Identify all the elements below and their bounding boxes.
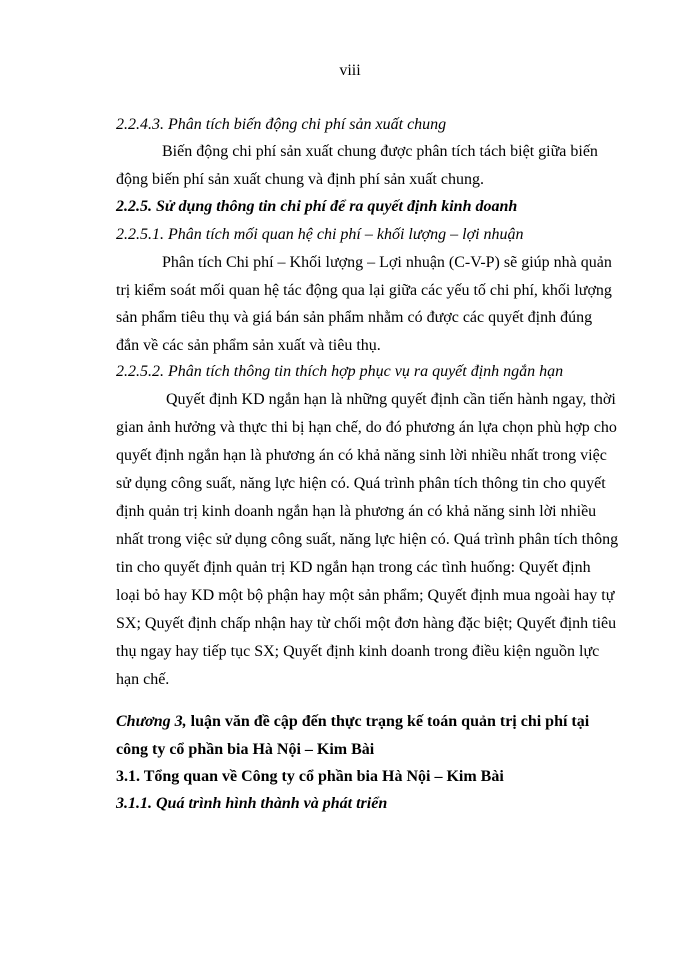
paragraph-line: SX; Quyết định chấp nhận hay từ chối một đơn hàng đặc biệt; Quyết định tiêu	[116, 615, 617, 632]
heading-2-2-4-3: 2.2.4.3. Phân tích biến động chi phí sản xuất chung	[116, 116, 447, 133]
chapter-3-intro-line2: công ty cổ phần bia Hà Nội – Kim Bài	[116, 741, 375, 758]
paragraph-line: thụ ngay hay tiếp tục SX; Quyết định kinh doanh trong điều kiện nguồn lực	[116, 643, 600, 660]
heading-3-1-1: 3.1.1. Quá trình hình thành và phát triển	[116, 795, 388, 812]
paragraph-line: đắn về các sản phẩm sản xuất và tiêu thụ.	[116, 337, 381, 354]
paragraph-line: hạn chế.	[116, 671, 170, 688]
paragraph-line: sản phẩm tiêu thụ và giá bán sản phẩm nhằm có được các quyết định đúng	[116, 309, 593, 326]
paragraph-line: trị kiểm soát mối quan hệ tác động qua lại giữa các yếu tố chi phí, khối lượng	[116, 282, 612, 299]
paragraph-line: gian ảnh hưởng và thực thi bị hạn chế, do đó phương án lựa chọn phù hợp cho	[116, 419, 617, 436]
paragraph-line: tin cho quyết định quản trị KD ngắn hạn trong các tình huống: Quyết định	[116, 559, 591, 576]
paragraph-line: động biến phí sản xuất chung và định phí sản xuất chung.	[116, 171, 484, 188]
heading-2-2-5: 2.2.5. Sử dụng thông tin chi phí để ra quyết định kinh doanh	[116, 198, 518, 215]
paragraph-line: Biến động chi phí sản xuất chung được phân tích tách biệt giữa biến	[162, 143, 598, 160]
paragraph-line: nhất trong việc sử dụng công suất, năng lực hiện có. Quá trình phân tích thông	[116, 531, 619, 548]
paragraph-line: loại bỏ hay KD một bộ phận hay một sản phẩm; Quyết định mua ngoài hay tự	[116, 587, 615, 604]
paragraph-line: định quản trị kinh doanh ngắn hạn là phương án có khả năng sinh lời nhiều	[116, 503, 597, 520]
chapter-3-rest: luận văn đề cập đến thực trạng kế toán quản trị chi phí tại	[186, 713, 590, 730]
chapter-3-lead: Chương 3,	[116, 713, 187, 730]
heading-3-1: 3.1. Tổng quan về Công ty cổ phần bia Hà Nội – Kim Bài	[116, 768, 504, 785]
heading-2-2-5-2: 2.2.5.2. Phân tích thông tin thích hợp phục vụ ra quyết định ngắn hạn	[116, 363, 564, 380]
page-number: viii	[339, 62, 361, 79]
chapter-3-intro-line1	[116, 712, 589, 732]
paragraph-line: quyết định ngắn hạn là phương án có khả năng sinh lời nhiều nhất trong việc	[116, 447, 607, 464]
paragraph-line: Phân tích Chi phí – Khối lượng – Lợi nhuận (C-V-P) sẽ giúp nhà quản	[162, 254, 612, 271]
heading-2-2-5-1: 2.2.5.1. Phân tích mối quan hệ chi phí – khối lượng – lợi nhuận	[116, 226, 524, 243]
paragraph-line: sử dụng công suất, năng lực hiện có. Quá trình phân tích thông tin cho quyết	[116, 475, 606, 492]
paragraph-line: Quyết định KD ngắn hạn là những quyết định cần tiến hành ngay, thời	[166, 391, 616, 408]
